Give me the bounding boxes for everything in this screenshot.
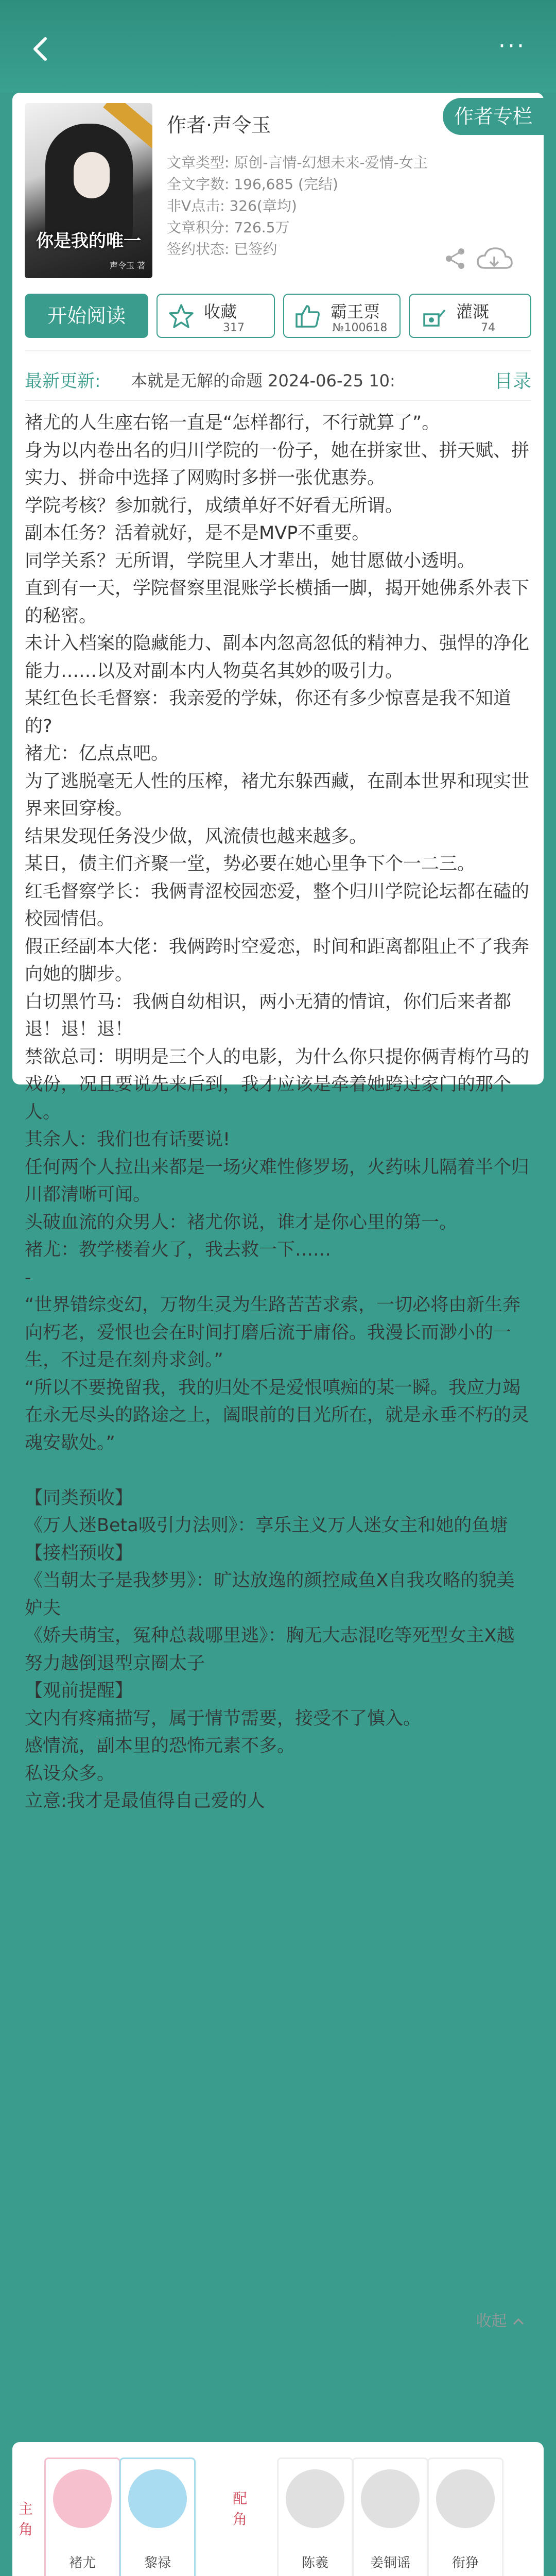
intro-paragraph: 头破血流的众男人：褚尤你说，谁才是你心里的第一。 (25, 1212, 458, 1233)
cover-title: 你是我的唯一 (36, 231, 141, 251)
meta-clicks: 非V点击: 326(章均) (167, 197, 297, 214)
intro-paragraph: 《娇夫萌宝，冤种总裁哪里逃》：胸无大志混吃等死型女主X越努力越倒退型京圈太子 (25, 1625, 515, 1674)
star-icon (168, 303, 195, 330)
intro-paragraph: 身为以内卷出名的归川学院的一份子，她在拼家世、拼天赋、拼实力、拼命中选择了网购时多拼一张优惠券。 (25, 440, 530, 488)
intro-paragraph: 某红色长毛督察：我亲爱的学妹，你还有多少惊喜是我不知道的? (25, 688, 512, 737)
intro-paragraph: 任何两个人拉出来都是一场灾难性修罗场，火药味儿隔着半个归川都清晰可闻。 (25, 1157, 530, 1205)
intro-paragraph: 为了逃脱毫无人性的压榨，褚尤东躲西藏，在副本世界和现实世界来回穿梭。 (25, 771, 530, 819)
irrigate-count: 74 (481, 321, 495, 334)
main-role-tag: 主角 (18, 2500, 33, 2538)
character-name: 黎禄 (144, 2555, 171, 2571)
cover-author: 声令玉 著 (109, 261, 145, 270)
intro-paragraph: 学院考核？参加就行，成绩单好不好看无所谓。 (25, 495, 404, 516)
meta-type: 文章类型: 原创-言情-幻想未来-爱情-女主 (167, 154, 428, 171)
intro-paragraph: 私设众多。 (25, 1763, 115, 1784)
intro-paragraph: 《当朝太子是我梦男》：旷达放逸的颜控咸鱼X自我攻略的貌美妒夫 (25, 1570, 515, 1619)
action-row (25, 294, 531, 338)
share-icon[interactable] (444, 247, 466, 270)
character-avatar (53, 2469, 112, 2528)
overlord-label: 霸王票 (331, 302, 380, 321)
character-name: 姜铜谣 (370, 2555, 410, 2571)
character-avatar (436, 2469, 495, 2528)
back-button[interactable] (21, 28, 62, 70)
intro-paragraph: 褚尤：亿点点吧。 (25, 743, 169, 764)
character-item[interactable] (352, 2458, 428, 2576)
cover-face (74, 152, 110, 198)
book-cover[interactable] (25, 103, 152, 278)
character-avatar (286, 2469, 344, 2528)
intro-paragraph: 其余人：我们也有话要说! (25, 1129, 231, 1150)
irrigate-label: 灌溉 (456, 302, 490, 321)
intro-paragraph: 未计入档案的隐藏能力、副本内忽高忽低的精神力、强悍的净化能力……以及对副本内人物莫名其妙的吸引力。 (25, 633, 530, 682)
support-role-tag: 配角 (232, 2490, 247, 2528)
chevron-up-icon (512, 2317, 525, 2326)
chevron-left-icon (21, 28, 62, 70)
character-item[interactable] (44, 2458, 120, 2576)
meta-contract: 签约状态: 已签约 (167, 241, 277, 258)
character-item[interactable] (119, 2458, 196, 2576)
divider (25, 400, 531, 401)
overlord-count: №100618 (332, 321, 388, 334)
intro-paragraph: 立意:我才是最值得自己爱的人 (25, 1791, 265, 1811)
intro-paragraph: 白切黑竹马：我俩自幼相识，两小无猜的情谊，你们后来者都退！退！退！ (25, 991, 512, 1040)
character-item[interactable] (277, 2458, 353, 2576)
other-line: 其它： (21, 2366, 67, 2384)
author-name[interactable]: 作者·声令玉 (167, 114, 271, 137)
intro-paragraph (25, 1457, 531, 1485)
thumbs-up-icon (294, 303, 321, 330)
intro-paragraph: 假正经副本大佬：我俩跨时空爱恋，时间和距离都阻止不了我奔向她的脚步。 (25, 936, 530, 985)
collapse-label: 收起 (476, 2312, 507, 2330)
intro-paragraph: 红毛督察学长：我俩青涩校园恋爱，整个归川学院论坛都在磕的校园情侣。 (25, 881, 530, 929)
more-button[interactable]: ··· (498, 33, 526, 59)
collect-button[interactable] (157, 294, 275, 338)
character-name: 衔狰 (451, 2555, 479, 2571)
latest-update-label: 最新更新: (25, 371, 101, 392)
intro-paragraph: “世界错综变幻，万物生灵为生路苦苦求索，一切必将由新生奔向朽老，爱恨也会在时间打磨后流于庸俗。我漫长而渺小的一生，不过是在刻舟求剑。” (25, 1295, 521, 1370)
character-avatar (128, 2469, 187, 2528)
intro-paragraph: 禁欲总司：明明是三个人的电影，为什么你只提你俩青梅竹马的戏份，况且要说先来后到，我才应该是牵着她跨过家门的那个人。 (25, 1046, 530, 1123)
intro-paragraph: 副本任务？活着就好，是不是MVP不重要。 (25, 523, 370, 544)
latest-update[interactable] (12, 361, 544, 397)
book-card (12, 93, 544, 1811)
perspective-line: 视角：女主 (21, 2389, 98, 2407)
collect-label: 收藏 (204, 302, 237, 321)
book-introduction (25, 410, 531, 1816)
tags-section (21, 2342, 298, 2432)
start-reading-button[interactable]: 开始阅读 (25, 294, 148, 338)
character-item[interactable] (427, 2458, 503, 2576)
intro-paragraph: 【观前提醒】 (25, 1681, 133, 1701)
intro-paragraph: 感情流，副本里的恐怖元素不多。 (25, 1736, 296, 1756)
book-number-row[interactable] (21, 2410, 298, 2432)
character-card (12, 2442, 544, 2576)
collapse-button[interactable] (476, 2308, 525, 2331)
book-meta (167, 152, 428, 260)
intro-paragraph: “所以不要挽留我，我的归处不是爱恨嗔痴的某一瞬。我应力竭在永无尽头的路途之上，阖眼前的目光所在，就是永垂不朽的灵魂安歇处。” (25, 1377, 530, 1453)
irrigate-button[interactable] (409, 294, 531, 338)
intro-paragraph: 直到有一天，学院督察里混账学长横插一脚，揭开她佛系外表下的秘密。 (25, 578, 530, 626)
top-bar (0, 0, 556, 93)
tag-line[interactable]: 标签：幻想空间 无限流 万人迷 规则怪谈 (21, 2344, 298, 2362)
watering-can-icon (420, 303, 447, 330)
table-of-contents-link[interactable]: 目录 (494, 371, 531, 392)
intro-paragraph: 《万人迷Beta吸引力法则》：享乐主义万人迷女主和她的鱼塘 (25, 1515, 508, 1536)
intro-paragraph: 【接档预收】 (25, 1543, 133, 1564)
intro-paragraph: 同学关系？无所谓，学院里人才辈出，她甘愿做小透明。 (25, 550, 476, 571)
character-name: 褚尤 (68, 2555, 96, 2571)
intro-paragraph: 文内有疼痛描写，属于情节需要，接受不了慎入。 (25, 1708, 422, 1729)
intro-paragraph: 褚尤：教学楼着火了，我去救一下…… (25, 1240, 332, 1260)
intro-paragraph: - (25, 1267, 31, 1288)
intro-paragraph: 褚尤的人生座右铭一直是“怎样都行，不行就算了”。 (25, 413, 440, 433)
intro-paragraph: 【同类预收】 (25, 1487, 133, 1509)
meta-wordcount: 全文字数: 196,685 (完结) (167, 176, 338, 193)
character-name: 陈羲 (301, 2555, 328, 2571)
collect-count: 317 (223, 321, 245, 334)
divider (25, 350, 531, 351)
character-avatar (361, 2469, 420, 2528)
download-cloud-icon[interactable] (476, 245, 513, 273)
latest-chapter[interactable]: 本就是无解的命题 2024-06-25 10: (131, 371, 395, 391)
meta-score: 文章积分: 726.5万 (167, 219, 290, 236)
copy-icon[interactable] (161, 2413, 174, 2429)
overlord-ticket-button[interactable] (283, 294, 401, 338)
intro-paragraph: 结果发现任务没少做，风流债也越来越多。 (25, 826, 368, 847)
intro-paragraph: 某日，债主们齐聚一堂，势必要在她心里争下个一二三。 (25, 854, 476, 874)
author-column-button[interactable]: 作者专栏 (443, 98, 544, 135)
book-number: 本文书号:8487958 (21, 2412, 157, 2430)
